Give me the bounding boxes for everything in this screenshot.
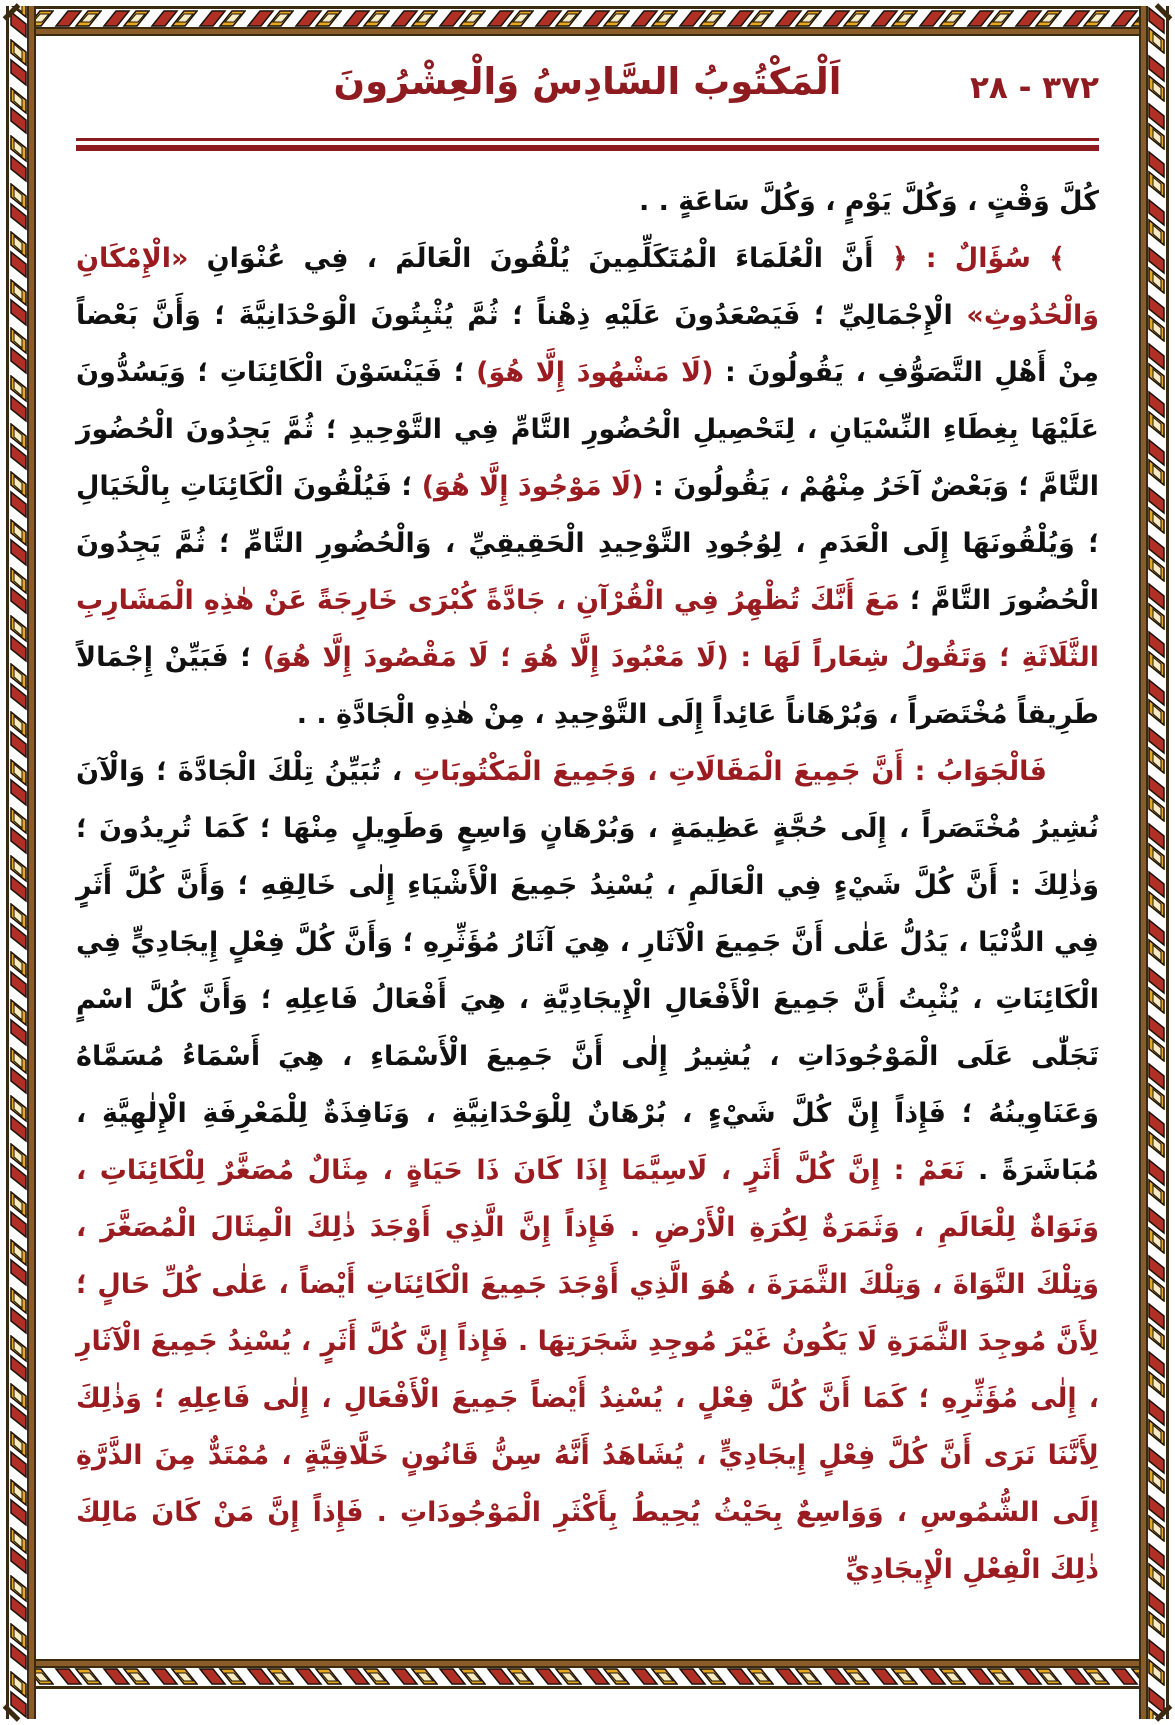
ornamental-border-top [6,6,1169,36]
page-header [76,56,1099,128]
paragraph-continuation [76,173,1099,230]
paragraph-question [76,230,1099,743]
text-segment: ؛ فَيَنْسَوْنَ الْكَائِنَاتِ ؛ وَيَسُدُّونَ عَلَيْهَا بِغِطَاءِ النِّسْيَانِ ، لِتَحْصِيلِ الْحُضُورِ التَّامِّ فِي التَّوْحِيدِ ؛ ثُمَّ يَجِدُونَ الْحُضُورَ التَّامَّ ؛ وَبَعْضٌ آخَرُ مِنْهُمْ ، يَقُولُونَ : [76,357,1099,502]
text-segment: كُلَّ وَقْتٍ ، وَكُلَّ يَوْمٍ ، وَكُلَّ سَاعَةٍ . . [638,186,1099,217]
text-segment: «الْإِمْكَانِ وَالْحُدُوثِ» [76,243,1099,331]
body-text [76,173,1099,1598]
text-segment: ﴾ سُؤَالٌ : ﴿ [873,243,1065,274]
text-segment: ؛ فَبَيِّنْ إِجْمَالاً طَرِيقاً مُخْتَصَراً ، وَبُرْهَاناً عَائِداً إِلَى التَّوْحِيدِ ، مِنْ هٰذِهِ الْجَادَّةِ . . [76,642,1099,730]
text-segment: مَعَ أَنَّكَ تُظْهِرُ فِي الْقُرْآنِ ، جَادَّةً كُبْرَى خَارِجَةً عَنْ هٰذِهِ الْمَشَارِبِ الثَّلَاثَةِ ؛ وَتَقُولُ شِعَاراً لَهَا : (لَا مَعْبُودَ إِلَّا هُوَ ؛ لَا مَقْصُودَ إِلَّا هُوَ) [76,585,1099,673]
divider-rule-thin [76,138,1099,141]
text-segment: (لَا مَوْجُودَ إِلَّا هُوَ) [421,471,644,502]
text-segment: فَالْجَوَابُ : أَنَّ جَمِيعَ الْمَقَالَاتِ ، وَجَمِيعَ الْمَكْتُوبَاتِ [413,756,1047,787]
text-segment: (لَا مَشْهُودَ إِلَّا هُوَ) [476,357,714,388]
text-segment: الْإِجْمَالِيِّ ؛ فَيَصْعَدُونَ عَلَيْهِ ذِهْناً ؛ ثُمَّ يُثْبِتُونَ الْوَحْدَانِيَّةَ ؛ وَأَنَّ بَعْضاً مِنْ أَهْلِ التَّصَوُّفِ ، يَقُولُونَ : [76,300,1099,388]
ornamental-border-right [1139,6,1169,1719]
text-segment: ؛ فَيُلْقُونَ الْكَائِنَاتِ بِالْخَيَالِ ؛ وَيُلْقُونَهَا إِلَى الْعَدَمِ ، لِوُجُودِ التَّوْحِيدِ الْحَقِيقِيِّ ، وَالْحُضُورِ التَّامِّ ؛ ثُمَّ يَجِدُونَ الْحُضُورَ التَّامَّ ؛ [76,471,1099,616]
ornamental-border-left [6,6,36,1719]
paragraph-answer [76,743,1099,1598]
text-segment: أَنَّ الْعُلَمَاءَ الْمُتَكَلِّمِينَ يُلْقُونَ الْعَالَمَ ، فِي عُنْوَانِ [188,243,874,274]
page-content [36,36,1139,1689]
divider-rule-thick [76,145,1099,151]
page-title: اَلْمَكْتُوبُ السَّادِسُ وَالْعِشْرُونَ [333,60,842,103]
header-divider [76,138,1099,151]
text-segment: نَعَمْ : إِنَّ كُلَّ أَثَرٍ ، لَاسِيَّمَا إِذَا كَانَ ذَا حَيَاةٍ ، مِثَالٌ مُصَغَّرٌ لِلْكَائِنَاتِ ، وَنَوَاةٌ لِلْعَالَمِ ، وَثَمَرَةٌ لِكُرَةِ الْأَرْضِ . فَإِذاً إِنَّ الَّذِي أَوْجَدَ ذٰلِكَ الْمِثَالَ الْمُصَغَّرَ ، وَتِلْكَ النَّوَاةَ ، وَتِلْكَ الثَّمَرَةَ ، هُوَ الَّذِي أَوْجَدَ جَمِيعَ الْكَائِنَاتِ أَيْضاً ، عَلٰى كُلِّ حَالٍ ؛ لِأَنَّ مُوجِدَ الثَّمَرَةِ لَا يَكُونُ غَيْرَ مُوجِدِ شَجَرَتِهَا . فَإِذاً إِنَّ كُلَّ أَثَرٍ ، يُسْنِدُ جَمِيعَ الْآثَارِ ، إِلٰى مُؤَثِّرِهِ ؛ كَمَا أَنَّ كُلَّ فِعْلٍ ، يُسْنِدُ أَيْضاً جَمِيعَ الْأَفْعَالِ ، إِلٰى فَاعِلِهِ ؛ وَذٰلِكَ لِأَنَّنَا نَرَى أَنَّ كُلَّ فِعْلٍ إِيجَادِيٍّ ، يُشَاهَدُ أَنَّهُ سِنُّ قَانُونٍ خَلَّاقِيَّةٍ ، مُمْتَدٌّ مِنَ الذَّرَّةِ إِلَى الشُّمُوسِ ، وَوَاسِعٌ بِحَيْثُ يُحِيطُ بِأَكْثَرِ الْمَوْجُودَاتِ . فَإِذاً إِنَّ مَنْ كَانَ مَالِكَ ذٰلِكَ الْفِعْلِ الْإِيجَادِيِّ [76,1155,1099,1585]
text-segment: ، تُبَيِّنُ تِلْكَ الْجَادَّةَ ؛ وَالْآنَ نُشِيرُ مُخْتَصَراً ، إِلَى حُجَّةٍ عَظِيمَةٍ ، وَبُرْهَانٍ وَاسِعٍ وَطَوِيلٍ مِنْهَا ؛ كَمَا تُرِيدُونَ ؛ وَذٰلِكَ : أَنَّ كُلَّ شَيْءٍ فِي الْعَالَمِ ، يُسْنِدُ جَمِيعَ الْأَشْيَاءِ إِلٰى خَالِقِهِ ؛ وَأَنَّ كُلَّ أَثَرٍ فِي الدُّنْيَا ، يَدُلُّ عَلٰى أَنَّ جَمِيعَ الْآثَارِ ، هِيَ آثَارُ مُؤَثِّرِهِ ؛ وَأَنَّ كُلَّ فِعْلٍ إِيجَادِيٍّ فِي الْكَائِنَاتِ ، يُثْبِتُ أَنَّ جَمِيعَ الْأَفْعَالِ الْإِيجَادِيَّةِ ، هِيَ أَفْعَالُ فَاعِلِهِ ؛ وَأَنَّ كُلَّ اسْمٍ تَجَلّٰى عَلَى الْمَوْجُودَاتِ ، يُشِيرُ إِلٰى أَنَّ جَمِيعَ الْأَسْمَاءِ ، هِيَ أَسْمَاءُ مُسَمَّاهُ وَعَنَاوِينُهُ ؛ فَإِذاً إِنَّ كُلَّ شَيْءٍ ، بُرْهَانٌ لِلْوَحْدَانِيَّةِ ، وَنَافِذَةٌ لِلْمَعْرِفَةِ الْإِلٰهِيَّةِ ، مُبَاشَرَةً . [76,756,1099,1186]
page-number: ٣٧٢ - ٢٨ [969,70,1099,106]
